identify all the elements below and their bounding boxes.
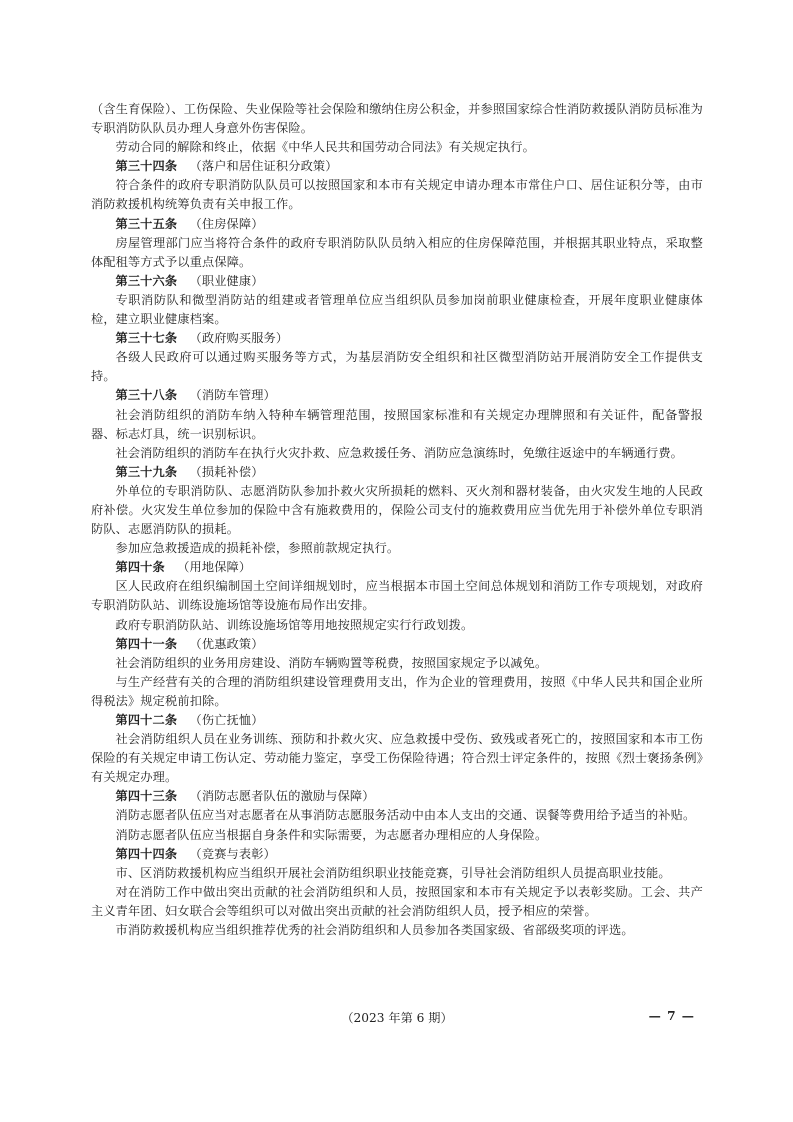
article-title: （政府购买服务） bbox=[189, 331, 289, 346]
article-number: 第四十条 bbox=[115, 560, 165, 575]
body-paragraph: 对在消防工作中做出突出贡献的社会消防组织和人员，按照国家和本市有关规定予以表彰奖励。工会、共产主义青年团、妇女联合会等组织可以对做出突出贡献的社会消防组织人员，授予相应的荣誉。 bbox=[91, 884, 703, 918]
body-paragraph: 消防志愿者队伍应当对志愿者在从事消防志愿服务活动中由本人支出的交通、误餐等费用给予适当的补贴。 bbox=[115, 808, 696, 823]
body-paragraph: 参加应急救援造成的损耗补偿，参照前款规定执行。 bbox=[115, 541, 400, 556]
article-number: 第四十四条 bbox=[115, 846, 178, 861]
article-title: （竞赛与表彰） bbox=[189, 846, 276, 861]
body-paragraph: 社会消防组织的消防车纳入特种车辆管理范围，按照国家标准和有关规定办理牌照和有关证件，配备警报器、标志灯具，统一识别标识。 bbox=[91, 407, 703, 441]
article-heading bbox=[91, 558, 703, 577]
article-title: （住房保障） bbox=[189, 216, 264, 231]
article-number: 第三十九条 bbox=[115, 464, 178, 479]
article-heading bbox=[91, 386, 703, 405]
body-paragraph: 社会消防组织人员在业务训练、预防和扑救火灾、应急救援中受伤、致残或者死亡的，按照国家和本市工伤保险的有关规定申请工伤认定、劳动能力鉴定，享受工伤保险待遇；符合烈士评定条件的，按照《烈士褒扬条例》有关规定办理。 bbox=[91, 732, 703, 785]
article-number: 第三十五条 bbox=[115, 216, 178, 231]
issue-label: （2023 年第 6 期） bbox=[341, 1011, 453, 1025]
body-paragraph: 区人民政府在组织编制国土空间详细规划时，应当根据本市国土空间总体规划和消防工作专项规划，对政府专职消防队站、训练设施场馆等设施布局作出安排。 bbox=[91, 579, 703, 613]
body-paragraph: 市消防救援机构应当组织推荐优秀的社会消防组织和人员参加各类国家级、省部级奖项的评选。 bbox=[115, 923, 634, 938]
article-title: （损耗补偿） bbox=[189, 464, 264, 479]
document-body bbox=[91, 100, 703, 940]
article-title: （消防志愿者队伍的激励与保障） bbox=[189, 789, 375, 804]
body-paragraph: 外单位的专职消防队、志愿消防队参加扑救火灾所损耗的燃料、灭火剂和器材装备，由火灾发生地的人民政府补偿。火灾发生单位参加的保险中含有施救费用的，保险公司支付的施救费用应当优先用于补偿外单位专职消防队、志愿消防队的损耗。 bbox=[91, 483, 703, 537]
article-heading bbox=[91, 463, 703, 482]
article-number: 第三十七条 bbox=[115, 331, 178, 346]
article-heading bbox=[91, 787, 703, 806]
article-heading bbox=[91, 329, 703, 348]
body-paragraph: 劳动合同的解除和终止，依据《中华人民共和国劳动合同法》有关规定执行。 bbox=[115, 140, 535, 155]
article-heading bbox=[91, 157, 703, 176]
article-heading bbox=[91, 711, 703, 730]
article-number: 第四十一条 bbox=[115, 636, 178, 651]
page-number: — 7 — bbox=[648, 1009, 695, 1023]
article-heading bbox=[91, 845, 703, 864]
article-number: 第三十六条 bbox=[115, 273, 178, 288]
body-paragraph: 房屋管理部门应当将符合条件的政府专职消防队队员纳入相应的住房保障范围，并根据其职业特点，采取整体配租等方式予以重点保障。 bbox=[91, 235, 703, 269]
article-heading bbox=[91, 215, 703, 234]
article-number: 第三十八条 bbox=[115, 388, 178, 403]
body-paragraph: 市、区消防救援机构应当组织开展社会消防组织职业技能竞赛，引导社会消防组织人员提高职业技能。 bbox=[115, 865, 671, 880]
body-paragraph: 各级人民政府可以通过购买服务等方式，为基层消防安全组织和社区微型消防站开展消防安全工作提供支持。 bbox=[91, 350, 703, 384]
body-paragraph: 专职消防队和微型消防站的组建或者管理单位应当组织队员参加岗前职业健康检查，开展年度职业健康体检，建立职业健康档案。 bbox=[91, 292, 703, 327]
article-title: （消防车管理） bbox=[189, 388, 276, 403]
page-footer bbox=[91, 1009, 703, 1029]
article-title: （用地保障） bbox=[177, 560, 252, 575]
article-title: （职业健康） bbox=[189, 273, 264, 288]
body-paragraph: 社会消防组织的业务用房建设、消防车辆购置等税费，按照国家规定予以减免。 bbox=[115, 655, 548, 670]
body-paragraph: 与生产经营有关的合理的消防组织建设管理费用支出，作为企业的管理费用，按照《中华人民共和国企业所得税法》规定税前扣除。 bbox=[91, 674, 703, 708]
article-heading bbox=[91, 635, 703, 654]
article-number: 第三十四条 bbox=[115, 159, 178, 174]
body-paragraph: 政府专职消防队站、训练设施场馆等用地按照规定实行行政划拨。 bbox=[115, 617, 474, 632]
article-title: （伤亡抚恤） bbox=[189, 713, 264, 727]
body-paragraph: 符合条件的政府专职消防队队员可以按照国家和本市有关规定申请办理本市常住户口、居住证积分等，由市消防救援机构统筹负责有关申报工作。 bbox=[91, 178, 703, 212]
article-number: 第四十三条 bbox=[115, 789, 178, 804]
article-title: （优惠政策） bbox=[189, 636, 264, 651]
body-paragraph: 社会消防组织的消防车在执行火灾扑救、应急救援任务、消防应急演练时，免缴往返途中的车辆通行费。 bbox=[115, 445, 684, 460]
article-heading bbox=[91, 272, 703, 291]
body-paragraph: 消防志愿者队伍应当根据自身条件和实际需要，为志愿者办理相应的人身保险。 bbox=[115, 827, 548, 842]
body-paragraph: （含生育保险）、工伤保险、失业保险等社会保险和缴纳住房公积金，并参照国家综合性消防救援队消防员标准为专职消防队队员办理人身意外伤害保险。 bbox=[91, 102, 703, 136]
article-number: 第四十二条 bbox=[115, 713, 178, 727]
article-title: （落户和居住证积分政策） bbox=[189, 159, 338, 174]
